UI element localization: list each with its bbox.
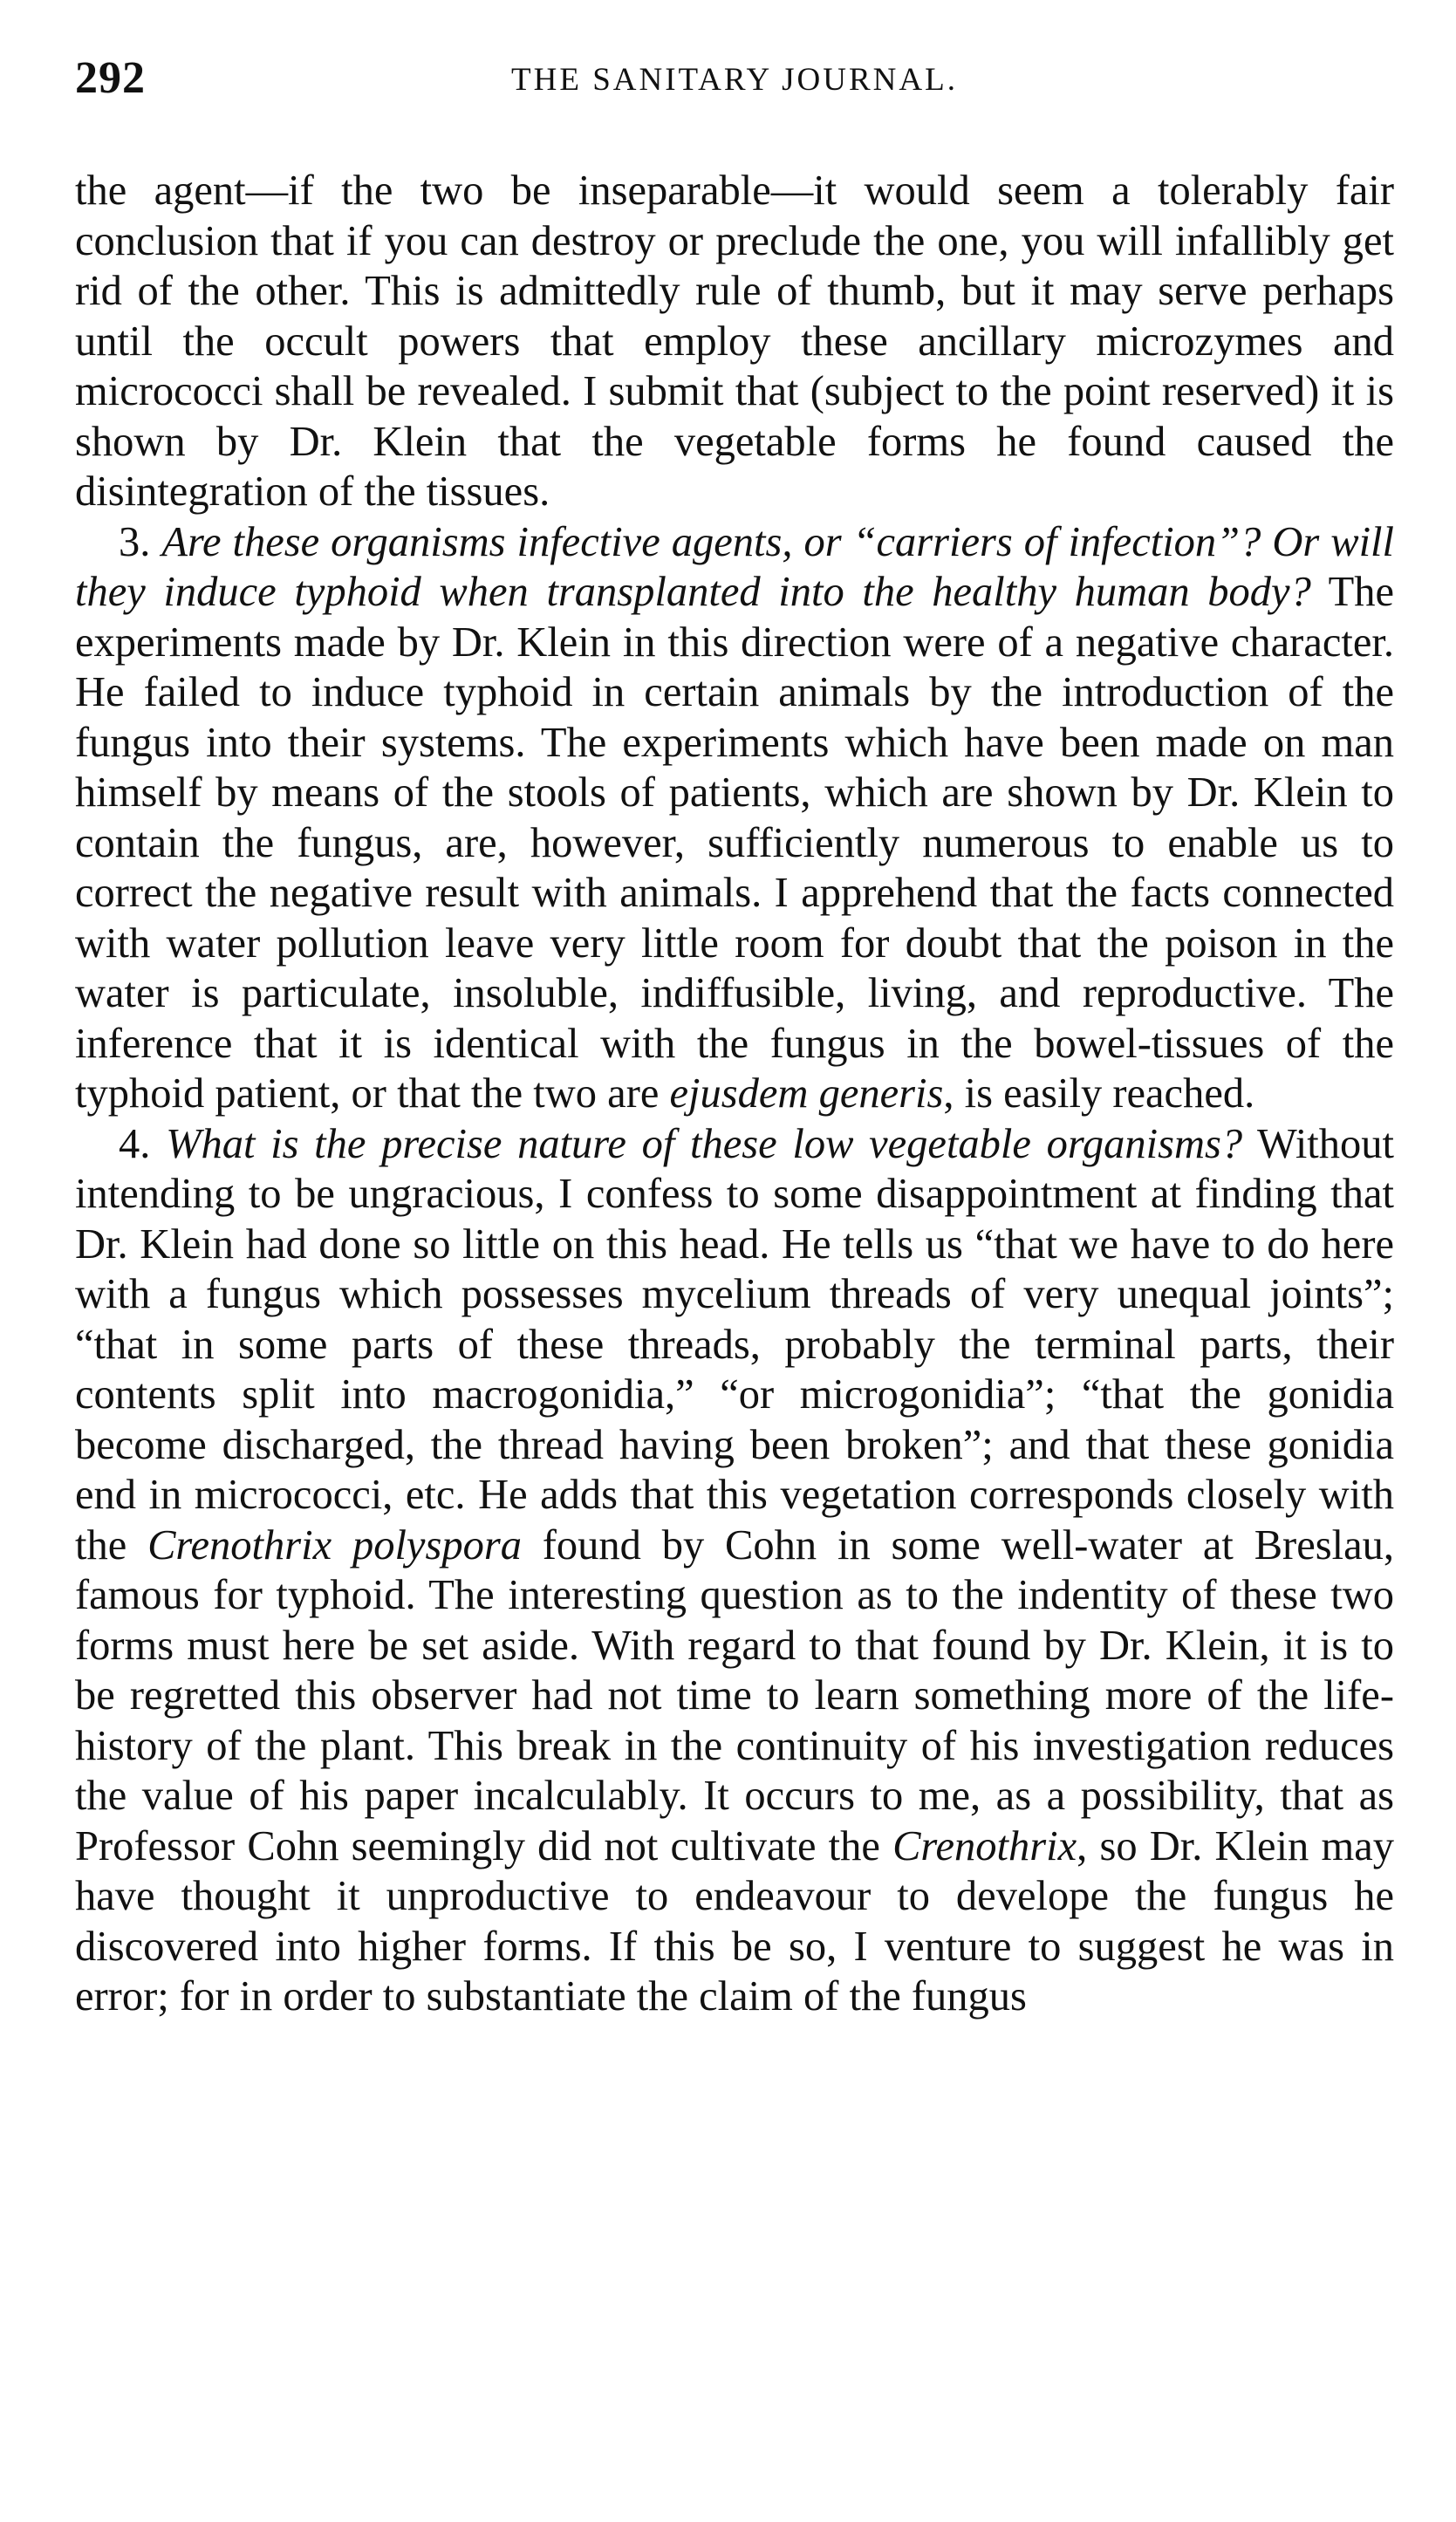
page xyxy=(75,52,1394,2022)
text-run: 4. xyxy=(119,1120,167,1167)
text-run: 3. xyxy=(119,518,162,565)
text-run: The experiments made by Dr. Klein in this direction were of a negative character. He failed to induce typhoid in certain animals by the introduction of the fungus into their systems. The experiments which have been made on man himself by means of the stools of patients, which are shown by Dr. Klein to contain the fungus, are, however, sufficiently numerous to enable us to correct the negative result with animals. I apprehend that the facts connected with water pollution leave very little room for doubt that the poison in the water is particulate, insoluble, indiffusible, living, and reproductive. The inference that it is identical with the fungus in the bowel-tissues of the typhoid patient, or that the two are xyxy=(75,569,1394,1117)
paragraph-2 xyxy=(75,517,1394,1119)
paragraph-3 xyxy=(75,1119,1394,2022)
text-run: the agent—if the two be inseparable—it would seem a tolerably fair conclusion that if you can destroy or preclude the one, you will infallibly get rid of the other. This is admittedly rule of thumb, but it may serve perhaps until the occult powers that employ these ancillary microzymes and micrococci shall be revealed. I submit that (subject to the point reserved) it is shown by Dr. Klein that the vegetable forms he found caused the disintegration of the tissues. xyxy=(75,167,1394,515)
text-run: Are these organisms infective agents, or “carriers of infection”? Or will they induce typhoid when transplanted into the healthy human body? xyxy=(75,518,1395,615)
page-number: 292 xyxy=(75,53,146,103)
body-text xyxy=(75,166,1394,2022)
text-run: , so Dr. Klein may have thought it unproductive to endeavour to develope the fungus he discovered into higher forms. If this be so, I venture to suggest he was in error; for in order to substantiate the claim of the fungus xyxy=(75,1822,1394,2020)
text-run: found by Cohn in some well-water at Breslau, famous for typhoid. The interesting question as to the indentity of these two forms must here be set aside. With regard to that found by Dr. Klein, it is to be regretted this observer had not time to learn something more of the life-history of the plant. This break in the continuity of his investigation reduces the value of his paper incalculably. It occurs to me, as a possibility, that as Professor Cohn seemingly did not cultivate the xyxy=(75,1521,1394,1869)
text-run: ejusdem generis xyxy=(669,1070,944,1117)
text-run: Crenothrix xyxy=(892,1822,1077,1869)
journal-title: THE SANITARY JOURNAL. xyxy=(511,62,958,98)
text-run: Without intending to be ungracious, I confess to some disappointment at finding that Dr. Klein had done so little on this head. He tells us “that we have to do here with a fungus which possesses mycelium threads of very unequal joints”; “that in some parts of these threads, probably the terminal parts, their contents split into macrogonidia,” “or microgonidia”; “that the gonidia become discharged, the thread having been broken”; and that these gonidia end in micrococci, etc. He adds that this vegetation corresponds closely with the xyxy=(75,1120,1395,1569)
text-run: What is the precise nature of these low vegetable organisms? xyxy=(166,1120,1243,1167)
text-run: , is easily reached. xyxy=(943,1070,1255,1117)
text-run: Crenothrix polyspora xyxy=(147,1521,522,1569)
paragraph-1 xyxy=(75,166,1394,517)
running-head xyxy=(75,52,1394,115)
